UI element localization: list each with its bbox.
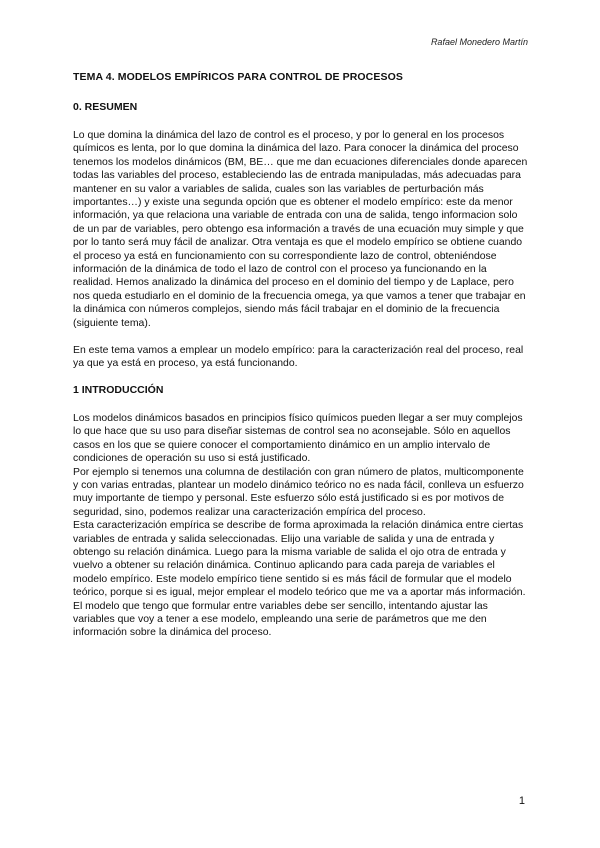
section-heading-introduccion: 1 INTRODUCCIÓN <box>73 383 164 396</box>
document-title: TEMA 4. MODELOS EMPÍRICOS PARA CONTROL DE PROCESOS <box>73 71 403 83</box>
page-number: 1 <box>518 795 525 807</box>
section-heading-resumen: 0. RESUMEN <box>73 101 138 113</box>
paragraph: Por ejemplo si tenemos una columna de destilación con gran número de platos, multicomponente y con varias entradas, plantear un modelo dinámico teórico no es nada fácil, conlleva un esfuerzo muy importante de tiempo y personal. Este esfuerzo sólo está justificado si es por motivos de seguridad, sino, podemos realizar una caracterización empírica del proceso. <box>73 466 524 518</box>
paragraph: En este tema vamos a emplear un modelo empírico: para la caracterización real del proceso, real ya que ya está en proceso, ya está funcionando. <box>73 344 524 369</box>
document-body <box>73 71 528 640</box>
header-author: Rafael Monedero Martín <box>430 37 528 47</box>
paragraph: Los modelos dinámicos basados en principios físico químicos pueden llegar a ser muy complejos lo que hace que su uso para diseñar sistemas de control sea no aconsejable. Sólo en aquellos casos en los que se quiere conocer el comportamiento dinámico en un amplio intervalo de condiciones de operación su uso si está justificado. <box>73 412 523 465</box>
paragraph: Esta caracterización empírica se describe de forma aproximada la relación dinámica entre ciertas variables de entrada y salida seleccionadas. Elijo una variable de salida y una de entrada y obtengo su relación dinámica. Luego para la misma variable de salida el ojo otra de entrada y vuelvo a obtener su relación dinámica. Continuo aplicando para cada pareja de variables el modelo empírico. Este modelo empírico tiene sentido si es más fácil de formular que el modelo teórico, porque si es igual, mejor emplear el modelo teórico que me va a aportar más información. El modelo que tengo que formular entre variables debe ser sencillo, intentando ajustar las variables que voy a tener a ese modelo, empleando una serie de parámetros que me den información sobre la dinámica del proceso. <box>73 520 526 639</box>
paragraph: Lo que domina la dinámica del lazo de control es el proceso, y por lo general en los procesos químicos es lenta, por lo que domina la dinámica del lazo. Para conocer la dinámica del proceso tenemos los modelos dinámicos (BM, BE… que me dan ecuaciones diferenciales donde aparecen todas las variables del proceso, estableciendo las de entrada manipuladas, más adecuadas para mantener en su valor a variables de salida, cuales son las variables de perturbación más importantes…) y existe una segunda opción que es obtener el modelo empírico: este da menor información, ya que relaciona una variable de entrada con una de salida, tengo informacion solo de un par de variables, pero obtengo esa información a través de una ecuación muy simple y que por lo tanto será muy fácil de analizar. Otra ventaja es que el modelo empírico se obtiene cuando el proceso ya está en funcionamiento con su correspondiente lazo de control, obteniéndose información de la dinámica de todo el lazo de control con el proceso ya funcionando en la realidad. Hemos analizado la dinámica del proceso en el dominio del tiempo y de Laplace, pero nos queda estudiarlo en el dominio de la frecuencia omega, ya que vamos a tener que trabajar en la dinámica con números complejos, siendo más fácil trabajar en el dominio de la frecuencia (siguiente tema). <box>73 130 528 329</box>
